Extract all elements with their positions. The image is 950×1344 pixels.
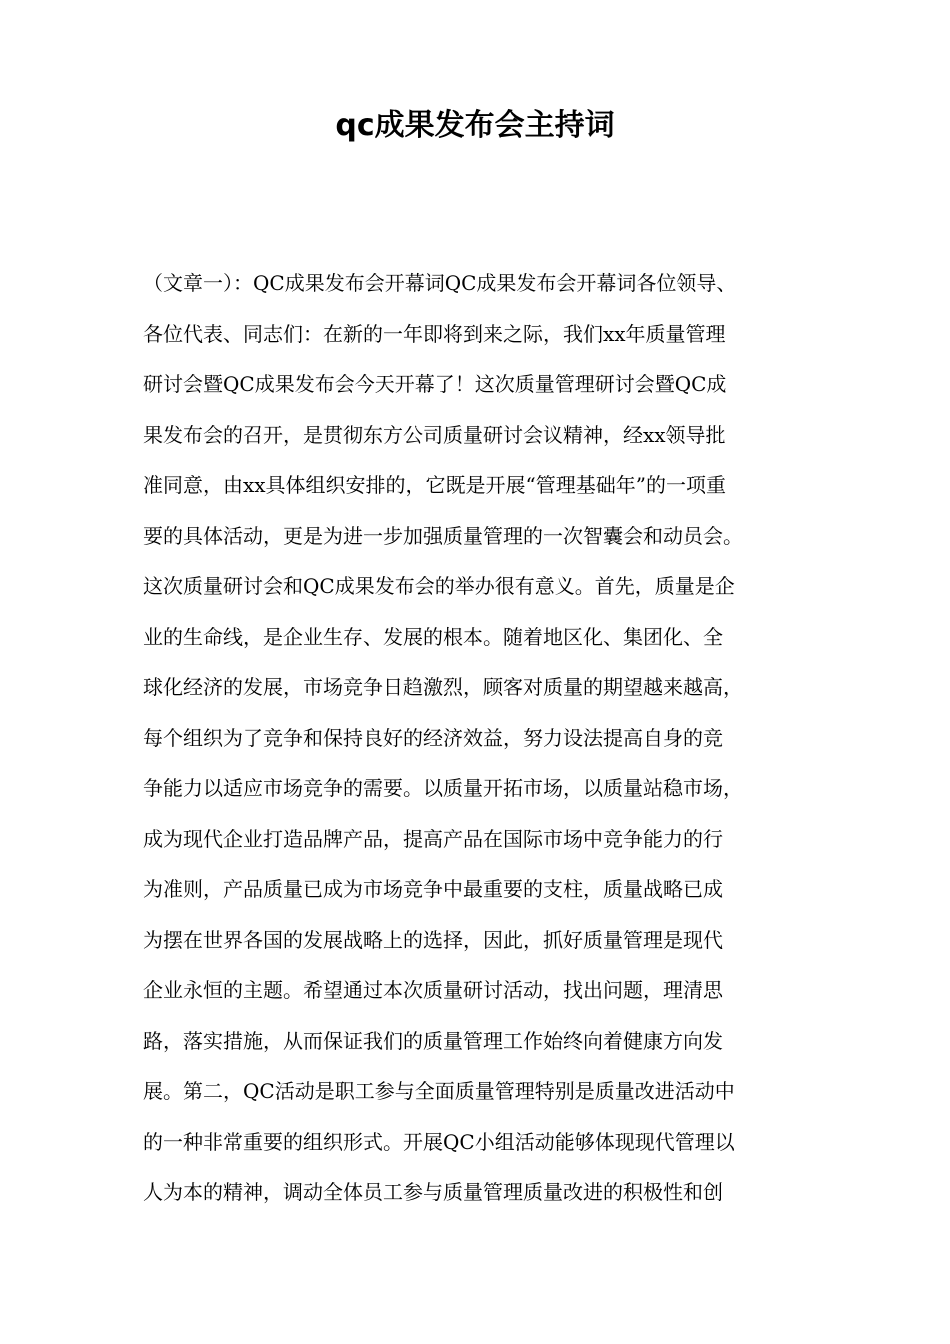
document-body	[143, 264, 823, 1224]
body-line: 各位代表、同志们：在新的一年即将到来之际，我们xx年质量管理	[143, 321, 726, 346]
body-line: 每个组织为了竞争和保持良好的经济效益，努力设法提高自身的竞	[143, 725, 723, 750]
body-line: 成为现代企业打造品牌产品，提高产品在国际市场中竞争能力的行	[143, 826, 723, 851]
body-line: 人为本的精神，调动全体员工参与质量管理质量改进的积极性和创	[143, 1180, 723, 1204]
document-title: qc成果发布会主持词	[335, 108, 615, 143]
body-line: 这次质量研讨会和QC成果发布会的举办很有意义。首先，质量是企	[143, 574, 735, 598]
body-line: 展。第二，QC活动是职工参与全面质量管理特别是质量改进活动中	[143, 1079, 735, 1103]
body-line: （文章一）：QC成果发布会开幕词QC成果发布会开幕词各位领导、	[143, 271, 737, 295]
body-line: 研讨会暨QC成果发布会今天开幕了！这次质量管理研讨会暨QC成	[143, 372, 727, 396]
body-line: 业的生命线，是企业生存、发展的根本。随着地区化、集团化、全	[143, 624, 723, 649]
body-line: 争能力以适应市场竞争的需要。以质量开拓市场，以质量站稳市场，	[143, 776, 743, 800]
body-line: 路，落实措施，从而保证我们的质量管理工作始终向着健康方向发	[143, 1028, 723, 1053]
body-line: 准同意，由xx具体组织安排的，它既是开展“管理基础年”的一项重	[143, 473, 727, 497]
body-line: 球化经济的发展，市场竞争日趋激烈，顾客对质量的期望越来越高，	[143, 675, 743, 699]
body-line: 为摆在世界各国的发展战略上的选择，因此，抓好质量管理是现代	[143, 927, 723, 952]
body-line: 要的具体活动，更是为进一步加强质量管理的一次智囊会和动员会。	[143, 523, 743, 548]
body-line: 果发布会的召开，是贯彻东方公司质量研讨会议精神，经xx领导批	[143, 422, 726, 447]
body-line: 企业永恒的主题。希望通过本次质量研讨活动，找出问题，理清思	[143, 978, 723, 1002]
body-line: 为准则，产品质量已成为市场竞争中最重要的支柱，质量战略已成	[143, 877, 723, 901]
body-line: 的一种非常重要的组织形式。开展QC小组活动能够体现现代管理以	[143, 1129, 735, 1154]
